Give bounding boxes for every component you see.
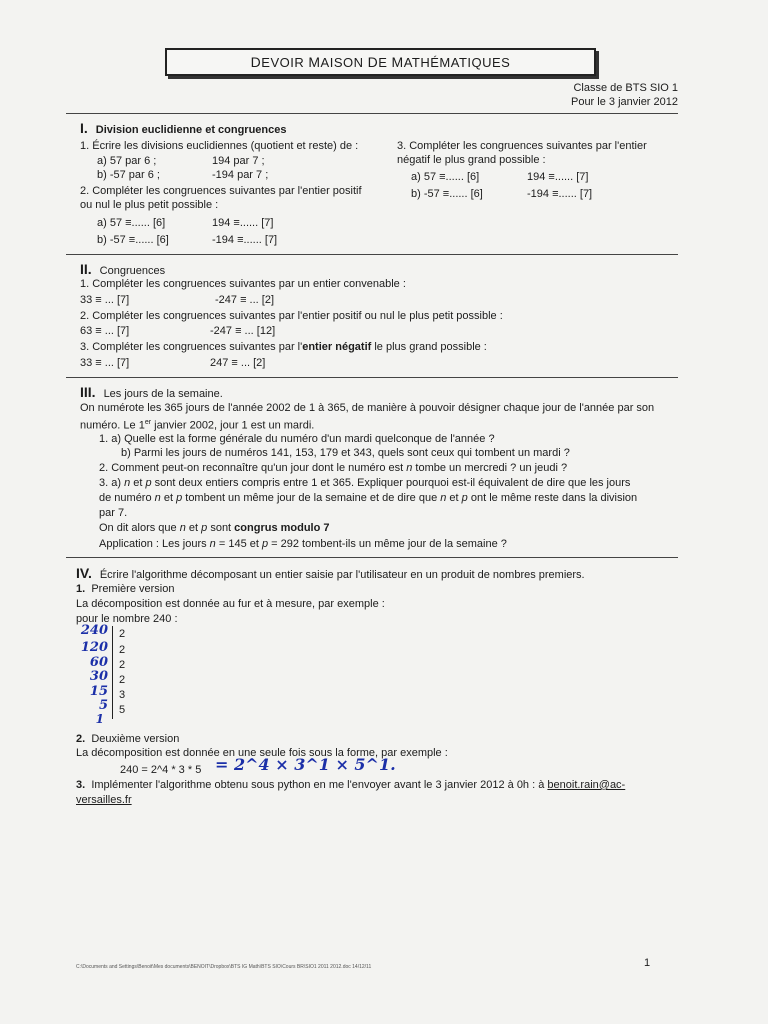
s1-q2a1: a) 57 ≡...... [6] — [97, 217, 166, 229]
s2-l2a: 63 ≡ ... [7] — [80, 325, 130, 337]
s3-q2: 2. Comment peut-on reconnaître qu'un jour dont le numéro est n tombe un mercredi ? un jeudi ? — [99, 462, 568, 474]
prime-factor: 2 — [119, 628, 126, 640]
section-1-heading: I. Division euclidienne et congruences — [80, 120, 287, 136]
s4-version2: 2. Deuxième version — [76, 733, 180, 745]
s2-l3b: 247 ≡ ... [2] — [210, 357, 266, 369]
s1-q3b2: -194 ≡...... [7] — [527, 188, 593, 200]
decomposition-divider — [112, 626, 113, 719]
section-4-heading: IV. Écrire l'algorithme décomposant un entier saisie par l'utilisateur en un produit de nombres premiers. — [76, 565, 585, 581]
email-link[interactable]: benoit.rain@ac- — [547, 779, 626, 791]
s3-q3-line1: 3. a) n et p sont deux entiers compris entre 1 et 365. Expliquer pourquoi est-il équivalent de dire que les jours — [99, 477, 631, 489]
document-title: DEVOIR MAISON DE MATHÉMATIQUES — [165, 48, 596, 76]
s1-q2a2: 194 ≡...... [7] — [212, 217, 274, 229]
s3-q1b: b) Parmi les jours de numéros 141, 153, 179 et 343, quels sont ceux qui tombent un mardi ? — [121, 447, 570, 459]
page-number: 1 — [644, 957, 651, 969]
s1-q3-line1: 3. Compléter les congruences suivantes par l'entier — [397, 140, 647, 152]
prime-factor: 2 — [119, 674, 126, 686]
prime-factor: 2 — [119, 644, 126, 656]
s3-q3-line4: On dit alors que n et p sont congrus modulo 7 — [99, 522, 330, 534]
s1-q3a1: a) 57 ≡...... [6] — [411, 171, 480, 183]
handwritten-formula: = 2^4 × 3^1 × 5^1. — [215, 755, 396, 774]
prime-factor: 5 — [119, 704, 126, 716]
section-divider — [66, 113, 678, 114]
s1-q1a1: a) 57 par 6 ; — [97, 155, 157, 167]
handwritten-number: 15 — [89, 684, 108, 699]
s1-q3a2: 194 ≡...... [7] — [527, 171, 589, 183]
s1-q1: 1. Écrire les divisions euclidiennes (quotient et reste) de : — [80, 140, 359, 152]
email-link-continued[interactable]: versailles.fr — [76, 794, 132, 806]
handwritten-number: 60 — [89, 655, 108, 670]
s2-line3: 3. Compléter les congruences suivantes par l'entier négatif le plus grand possible : — [80, 341, 487, 353]
s2-line1: 1. Compléter les congruences suivantes par un entier convenable : — [80, 278, 406, 290]
section-2-heading: II. Congruences — [80, 261, 166, 277]
handwritten-number: 30 — [89, 669, 108, 684]
handwritten-number: 240 — [80, 623, 108, 638]
s3-q3-line3: par 7. — [99, 507, 128, 519]
s2-l2b: -247 ≡ ... [12] — [210, 325, 276, 337]
prime-factor: 2 — [119, 659, 126, 671]
prime-factor: 3 — [119, 689, 126, 701]
s2-line2: 2. Compléter les congruences suivantes par l'entier positif ou nul le plus petit possible : — [80, 310, 503, 322]
handwritten-number: 5 — [98, 698, 108, 713]
s1-q2b2: -194 ≡...... [7] — [212, 234, 278, 246]
s1-q1b2: -194 par 7 ; — [212, 169, 269, 181]
s3-q1a: 1. a) Quelle est la forme générale du numéro d'un mardi quelconque de l'année ? — [99, 433, 495, 445]
s2-l1a: 33 ≡ ... [7] — [80, 294, 130, 306]
s1-q2-line2: ou nul le plus petit possible : — [80, 199, 219, 211]
section-divider — [66, 557, 678, 558]
s1-q3-line2: négatif le plus grand possible : — [397, 154, 546, 166]
footer-file-path: C:\Documents and Settings\Benoit\Mes documents\BENOIT\Dropbox\BTS IG Math\BTS SIO\Cours BR\SIO1 2011 2012.doc 14/12/11 — [76, 964, 372, 970]
s3-para-line2: numéro. Le 1er janvier 2002, jour 1 est un mardi. — [80, 419, 315, 432]
class-label: Classe de BTS SIO 1 — [573, 82, 678, 94]
due-date: Pour le 3 janvier 2012 — [570, 96, 678, 108]
s4-line3: La décomposition est donnée en une seule fois sous la forme, par exemple : — [76, 747, 448, 759]
handwritten-number: 1 — [95, 712, 104, 726]
s1-q2-line1: 2. Compléter les congruences suivantes par l'entier positif — [80, 185, 362, 197]
s3-q3-line5: Application : Les jours n = 145 et p = 292 tombent-ils un même jour de la semaine ? — [99, 538, 507, 550]
s1-q1a2: 194 par 7 ; — [212, 155, 265, 167]
s3-q3-line2: de numéro n et p tombent un même jour de la semaine et de dire que n et p ont le même reste dans la division — [99, 492, 638, 504]
s4-line1: La décomposition est donnée au fur et à mesure, par exemple : — [76, 598, 385, 610]
section-divider — [66, 377, 678, 378]
section-3-heading: III. Les jours de la semaine. — [80, 384, 223, 400]
section-divider — [66, 254, 678, 255]
s3-para-line1: On numérote les 365 jours de l'année 2002 de 1 à 365, de manière à pouvoir désigner chaque jour de l'année par son — [80, 402, 655, 414]
handwritten-number: 120 — [80, 640, 108, 655]
s4-line2: pour le nombre 240 : — [76, 613, 178, 625]
s1-q3b1: b) -57 ≡...... [6] — [411, 188, 483, 200]
s2-l1b: -247 ≡ ... [2] — [215, 294, 275, 306]
s4-line4: 3. Implémenter l'algorithme obtenu sous python en me l'envoyer avant le 3 janvier 2012 à 0h : à benoit.rain@ac- — [76, 779, 626, 791]
s1-q2b1: b) -57 ≡...... [6] — [97, 234, 169, 246]
s1-q1b1: b) -57 par 6 ; — [97, 169, 160, 181]
formula: 240 = 2^4 * 3 * 5 — [120, 764, 202, 776]
s4-version1: 1. Première version — [76, 583, 175, 595]
s2-l3a: 33 ≡ ... [7] — [80, 357, 130, 369]
